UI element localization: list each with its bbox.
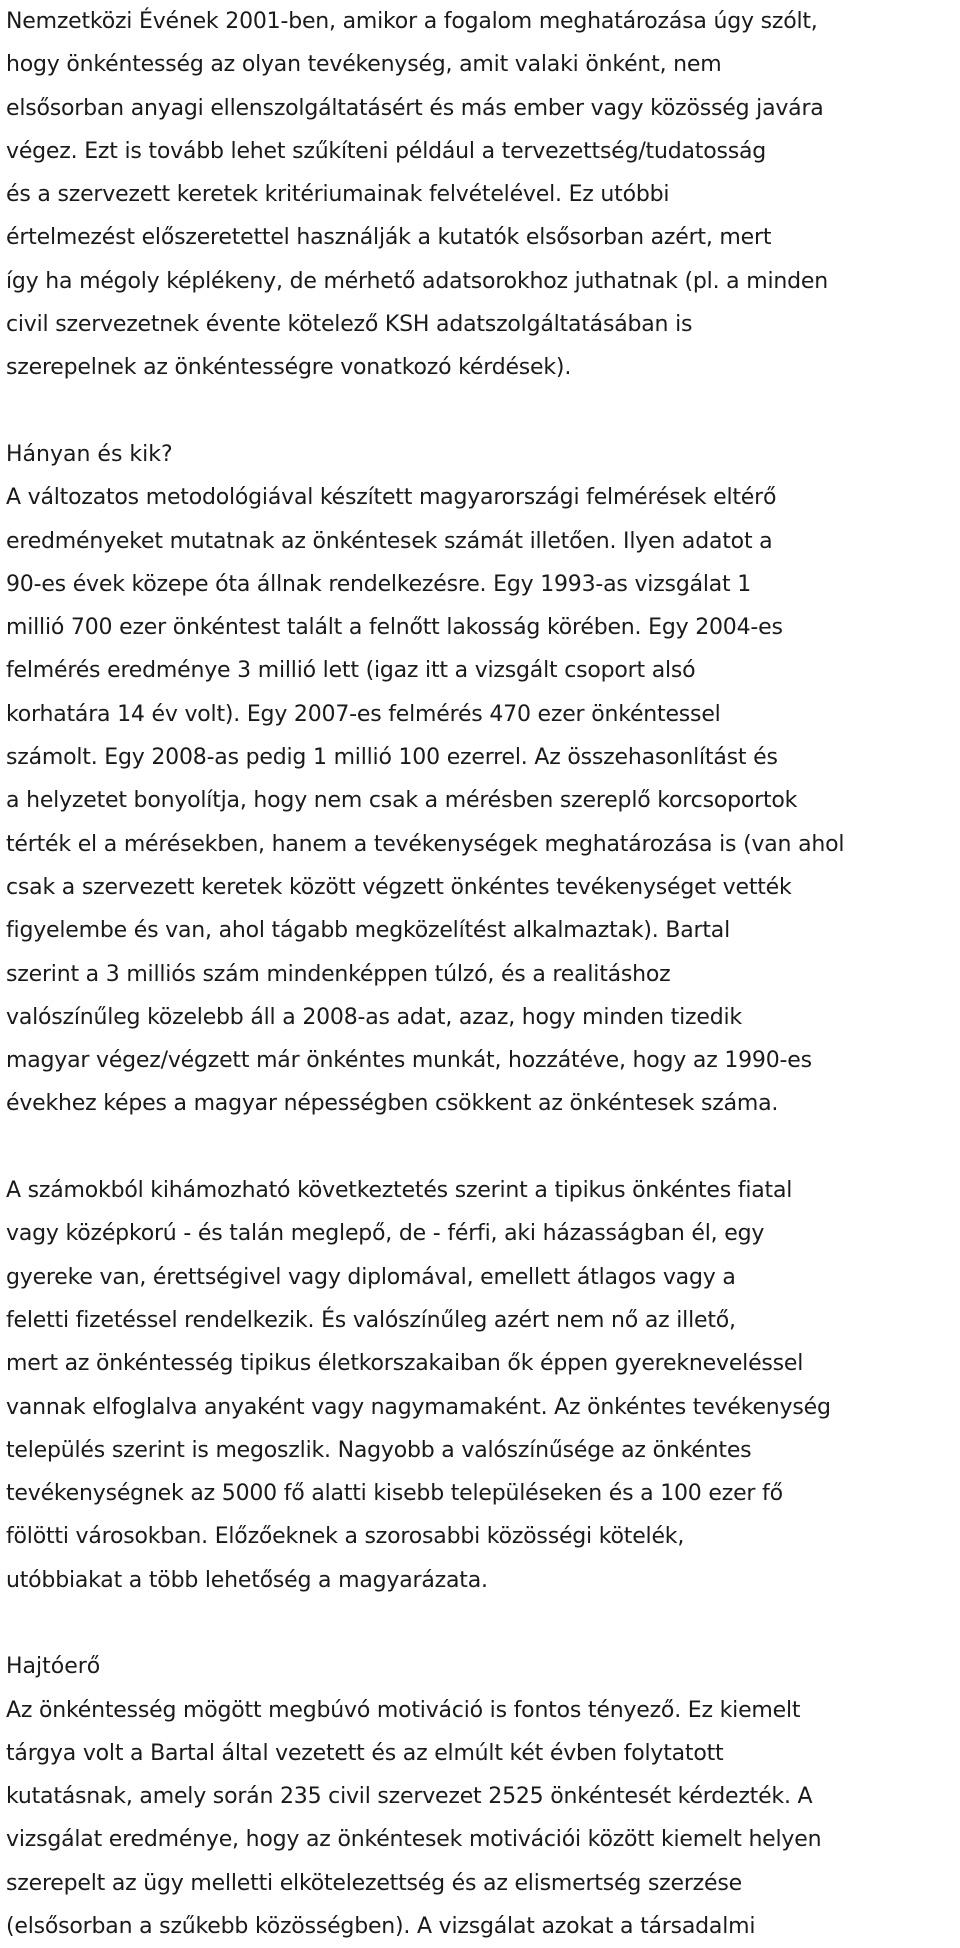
paragraph-spacer	[6, 390, 960, 433]
section-heading-hajtoero: Hajtóerő	[6, 1654, 101, 1680]
paragraph-spacer	[6, 1126, 960, 1169]
section-heading-hanyan: Hányan és kik?	[6, 441, 173, 467]
text-line: csak a szervezett keretek között végzett önkéntes tevékenységet vették	[6, 874, 792, 900]
text-line: (elsősorban a szűkebb közösségben). A vizsgálat azokat a társadalmi	[6, 1914, 756, 1940]
text-line: feletti fizetéssel rendelkezik. És valószínűleg azért nem nő az illető,	[6, 1307, 736, 1333]
text-line: és a szervezett keretek kritériumainak felvételével. Ez utóbbi	[6, 182, 670, 208]
text-line: figyelembe és van, ahol tágabb megközelítést alkalmaztak). Bartal	[6, 918, 730, 944]
text-line: végez. Ezt is tovább lehet szűkíteni például a tervezettség/tudatosság	[6, 138, 767, 164]
text-line: település szerint is megoszlik. Nagyobb a valószínűsége az önkéntes	[6, 1437, 752, 1463]
text-line: szerepelnek az önkéntességre vonatkozó kérdések).	[6, 355, 572, 381]
text-line: hogy önkéntesség az olyan tevékenység, amit valaki önként, nem	[6, 52, 722, 78]
text-line: 90-es évek közepe óta állnak rendelkezésre. Egy 1993-as vizsgálat 1	[6, 571, 752, 597]
text-line: millió 700 ezer önkéntest talált a felnőtt lakosság körében. Egy 2004-es	[6, 615, 783, 641]
text-line: évekhez képes a magyar népességben csökkent az önkéntesek száma.	[6, 1091, 779, 1117]
text-line: szerint a 3 milliós szám mindenképpen túlzó, és a realitáshoz	[6, 961, 671, 987]
text-line: valószínűleg közelebb áll a 2008-as adat, azaz, hogy minden tizedik	[6, 1004, 742, 1030]
text-line: tevékenységnek az 5000 fő alatti kisebb településeken és a 100 ezer fő	[6, 1481, 783, 1507]
text-line: gyereke van, érettségivel vagy diplomával, emellett átlagos vagy a	[6, 1264, 736, 1290]
text-line: vannak elfoglalva anyaként vagy nagymamaként. Az önkéntes tevékenység	[6, 1394, 831, 1420]
text-line: A változatos metodológiával készített magyarországi felmérések eltérő	[6, 485, 777, 511]
text-line: térték el a mérésekben, hanem a tevékenységek meghatározása is (van ahol	[6, 831, 845, 857]
text-line: fölötti városokban. Előzőeknek a szorosabbi közösségi kötelék,	[6, 1524, 685, 1550]
text-line: tárgya volt a Bartal által vezetett és az elmúlt két évben folytatott	[6, 1740, 724, 1766]
text-line: Az önkéntesség mögött megbúvó motiváció is fontos tényező. Ez kiemelt	[6, 1697, 801, 1723]
text-line: magyar végez/végzett már önkéntes munkát, hozzátéve, hogy az 1990-es	[6, 1048, 812, 1074]
text-line: felmérés eredménye 3 millió lett (igaz itt a vizsgált csoport alsó	[6, 658, 696, 684]
text-line: mert az önkéntesség tipikus életkorszakaiban ők éppen gyereknevel​éssel	[6, 1351, 804, 1377]
text-line: így ha mégoly képlékeny, de mérhető adatsorokhoz juthatnak (pl. a minden	[6, 268, 828, 294]
text-line: a helyzetet bonyolítja, hogy nem csak a mérésben szereplő korcsoportok	[6, 788, 798, 814]
text-line: kutatásnak, amely során 235 civil szervezet 2525 önkéntesét kérdezték. A	[6, 1784, 813, 1810]
paragraph-counts	[6, 476, 960, 1125]
paragraph-intro	[6, 0, 960, 390]
text-line: vizsgálat eredménye, hogy az önkéntesek motivációi között kiemelt helyen	[6, 1827, 822, 1853]
text-line: elsősorban anyagi ellenszolgáltatásért és más ember vagy közösség javára	[6, 95, 824, 121]
text-line: vagy középkorú - és talán meglepő, de - férfi, aki házasságban él, egy	[6, 1221, 765, 1247]
text-line: A számokból kihámozható következtetés szerint a tipikus önkéntes fiatal	[6, 1178, 793, 1204]
text-line: eredményeket mutatnak az önkéntesek számát illetően. Ilyen adatot a	[6, 528, 773, 554]
text-line: Nemzetközi Évének 2001-ben, amikor a fogalom meghatározása úgy szólt,	[6, 9, 818, 34]
text-line: számolt. Egy 2008-as pedig 1 millió 100 ezerrel. Az összehasonlítást és	[6, 745, 778, 771]
text-line: utóbbiakat a több lehetőség a magyarázata.	[6, 1567, 488, 1593]
text-line: értelmezést előszeretettel használják a kutatók elsősorban azért, mert	[6, 225, 772, 251]
paragraph-spacer	[6, 1602, 960, 1645]
text-line: civil szervezetnek évente kötelező KSH adatszolgáltatásában is	[6, 312, 693, 338]
paragraph-motivation	[6, 1689, 960, 1948]
paragraph-typical-volunteer	[6, 1169, 960, 1602]
text-line: korhatára 14 év volt). Egy 2007-es felmérés 470 ezer önkéntessel	[6, 701, 721, 727]
text-line: szerepelt az ügy melletti elkötelezettség és az elismertség szerzése	[6, 1870, 742, 1896]
